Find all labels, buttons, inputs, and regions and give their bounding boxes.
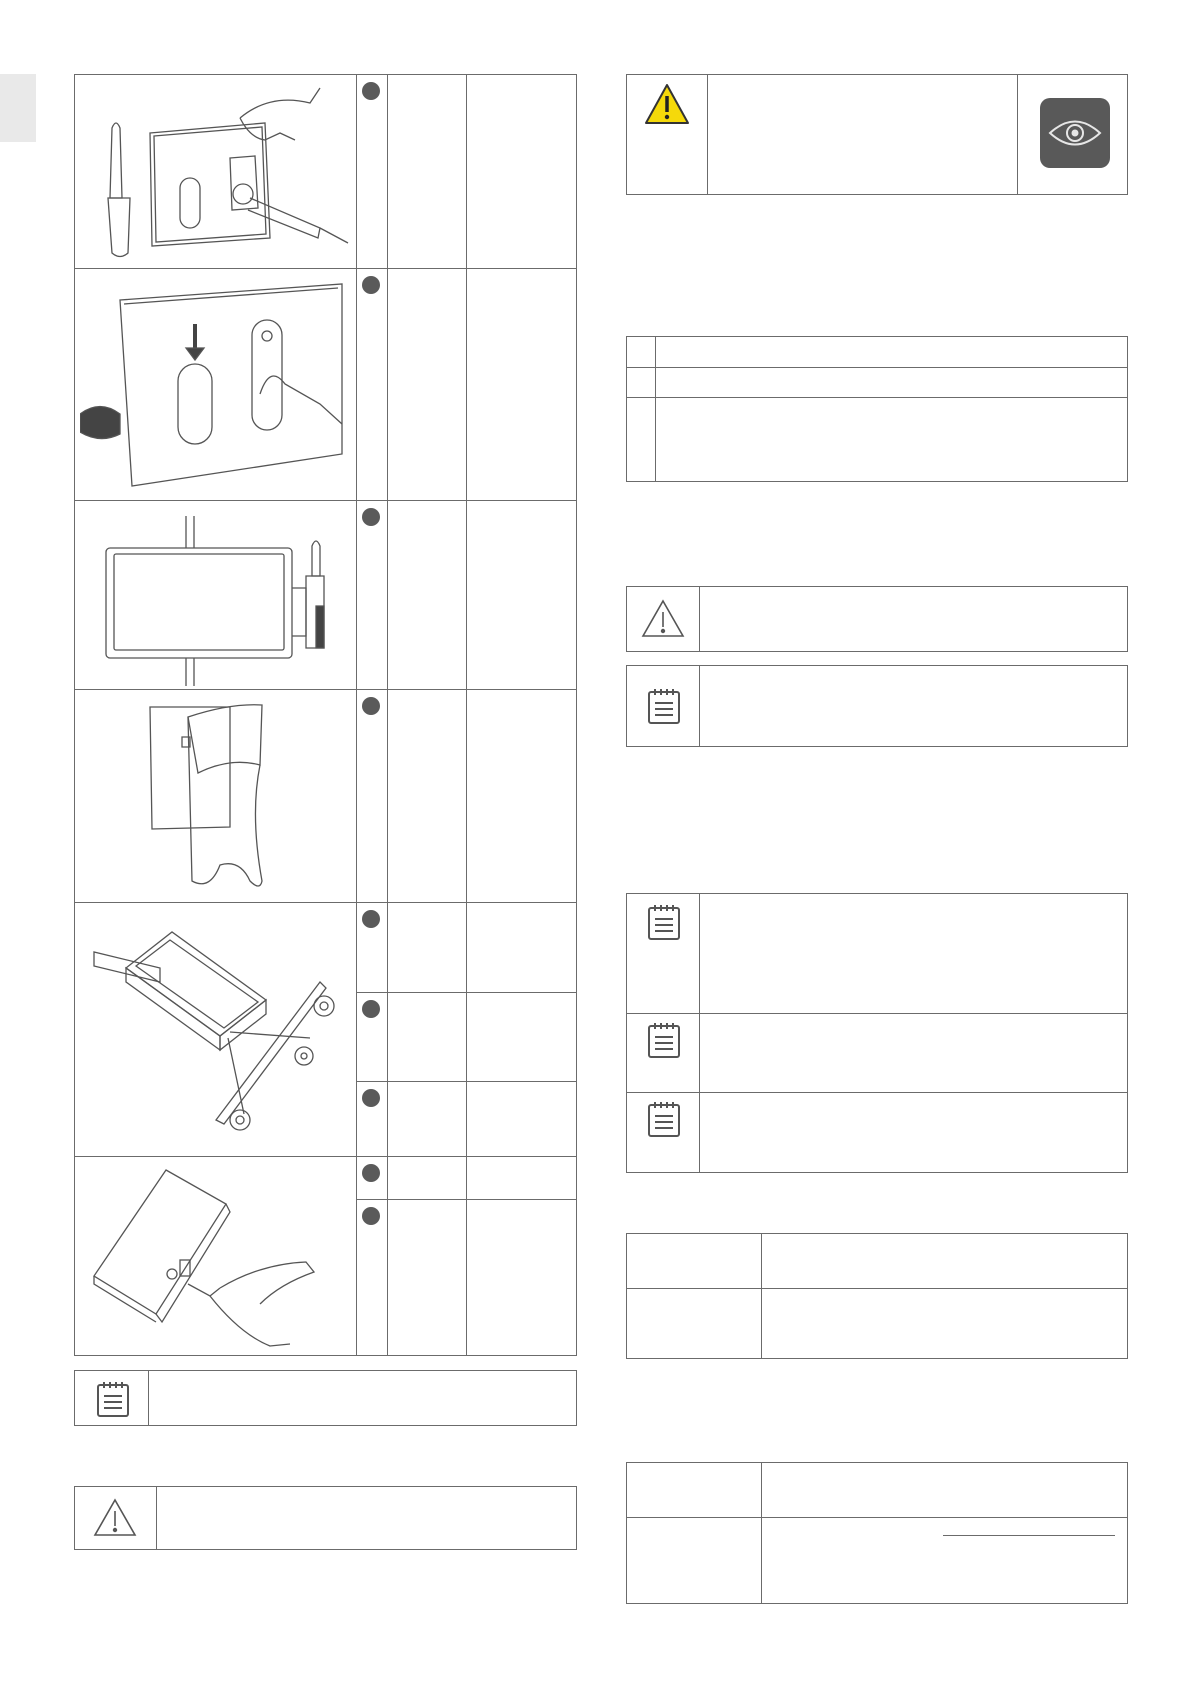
row-divider (627, 1288, 1127, 1289)
illustration-cable-plug (80, 1164, 350, 1350)
column-divider (387, 74, 388, 1356)
two-column-table (626, 1462, 1128, 1604)
step-marker (362, 1207, 380, 1225)
column-divider (761, 1463, 762, 1603)
row-divider (627, 1013, 1127, 1014)
warning-icon-cell (75, 1487, 157, 1549)
column-divider (1017, 75, 1018, 194)
column-divider (466, 74, 467, 1356)
row-divider (74, 500, 577, 501)
caution-icon-cell (627, 75, 708, 194)
warning-box (626, 586, 1128, 652)
illustration-tablet-mount (80, 78, 350, 264)
step-marker (362, 1089, 380, 1107)
yellow-warning-icon (644, 83, 690, 125)
row-divider (74, 268, 577, 269)
row-divider (74, 902, 577, 903)
warning-triangle-icon (641, 598, 685, 638)
subrow-divider (356, 1199, 577, 1200)
subrow-divider (356, 1081, 577, 1082)
illustration-scanner-cradle (80, 695, 350, 895)
notes-group (626, 893, 1128, 1173)
step-marker (362, 1164, 380, 1182)
row-divider (627, 367, 1127, 368)
column-divider (761, 1234, 762, 1358)
notepad-icon (646, 903, 682, 941)
notepad-icon (646, 1021, 682, 1059)
numbered-table (626, 336, 1128, 482)
section-tab (0, 74, 36, 142)
row-divider (74, 1156, 577, 1157)
warning-triangle-icon (93, 1497, 137, 1537)
row-divider (627, 1517, 1127, 1518)
note-box (74, 1370, 577, 1426)
step-marker (362, 697, 380, 715)
note-icon-cell (627, 666, 700, 746)
notepad-icon (646, 687, 682, 725)
note-icon-cell (75, 1371, 149, 1425)
caution-box (626, 74, 1128, 195)
step-marker (362, 276, 380, 294)
column-divider (655, 337, 656, 481)
note-box (626, 665, 1128, 747)
eye-icon (1040, 98, 1110, 168)
step-marker (362, 82, 380, 100)
illustration-tablet-slide (80, 274, 350, 496)
row-divider (627, 397, 1127, 398)
step-marker (362, 508, 380, 526)
step-marker (362, 1000, 380, 1018)
notepad-icon (95, 1380, 131, 1418)
two-column-table (626, 1233, 1128, 1359)
row-divider (627, 1092, 1127, 1093)
fill-in-line[interactable] (943, 1535, 1115, 1536)
illustration-tablet-front (80, 506, 350, 686)
column-divider (356, 74, 357, 1356)
subrow-divider (356, 992, 577, 993)
warning-icon-cell (627, 587, 700, 651)
notepad-icon (646, 1100, 682, 1138)
illustration-cart (80, 910, 350, 1150)
row-divider (74, 689, 577, 690)
step-marker (362, 910, 380, 928)
warning-box (74, 1486, 577, 1550)
